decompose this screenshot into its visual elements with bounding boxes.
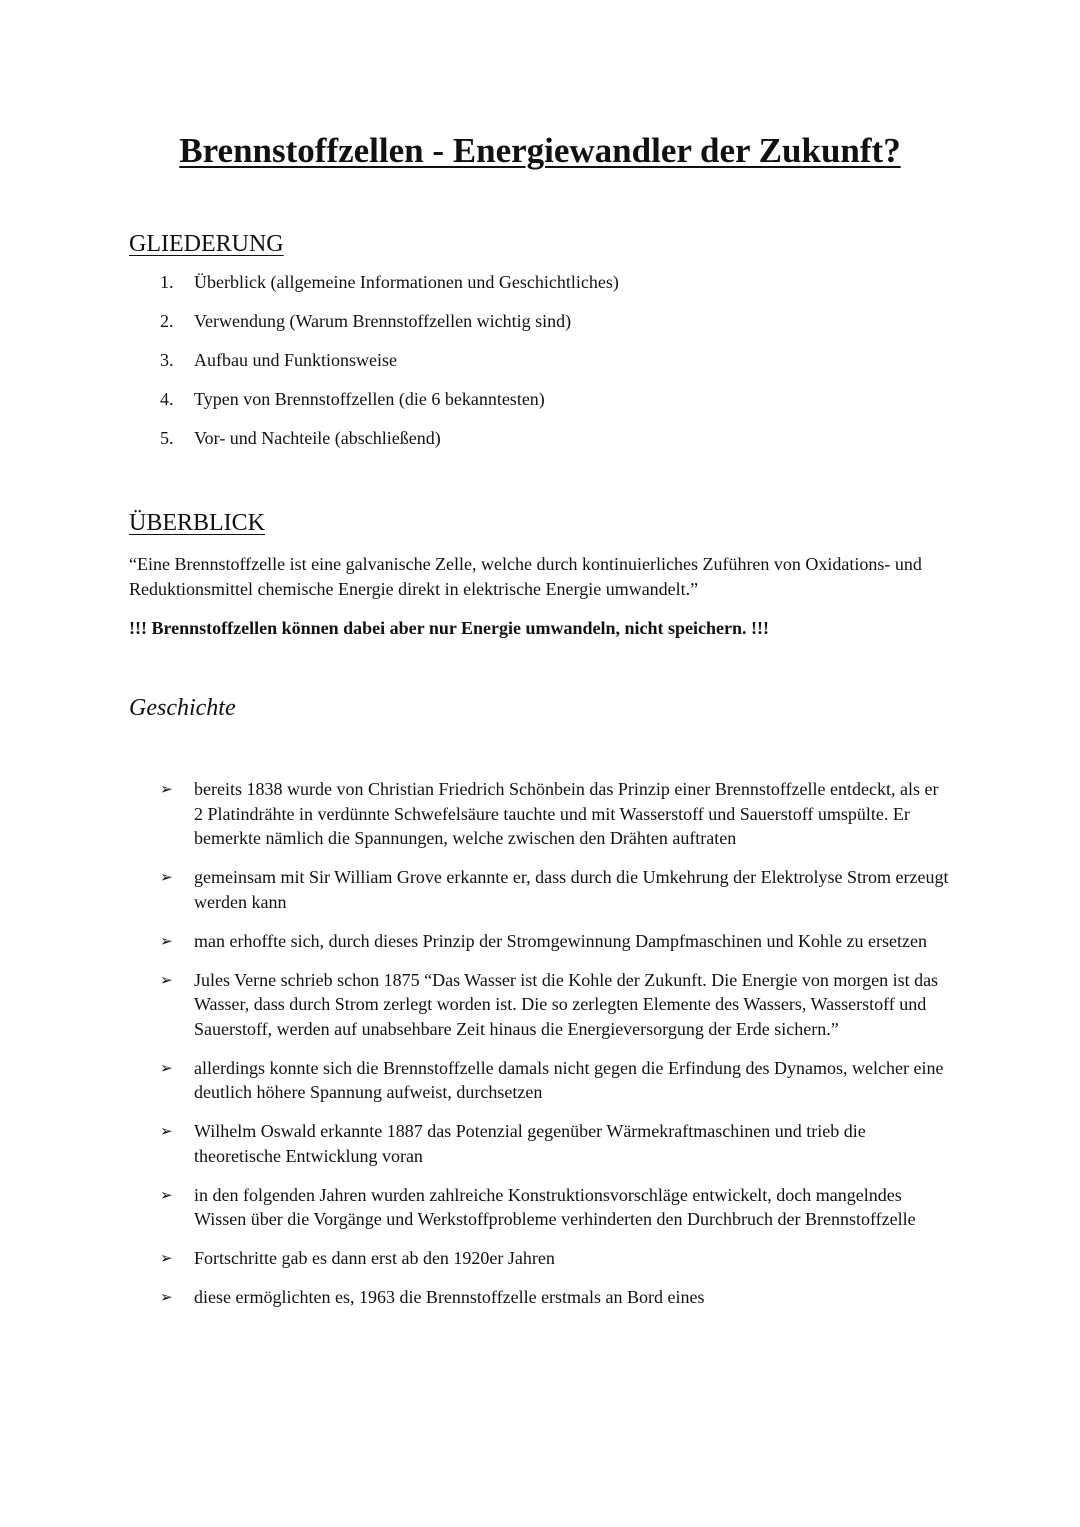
arrowhead-bullet-icon: ➢ bbox=[160, 868, 173, 886]
list-item-number: 2. bbox=[160, 311, 174, 331]
arrowhead-bullet-icon: ➢ bbox=[160, 1249, 173, 1267]
list-item bbox=[160, 865, 950, 914]
list-item-text: diese ermöglichten es, 1963 die Brennstoffzelle erstmals an Bord eines bbox=[194, 1287, 705, 1307]
list-item bbox=[160, 929, 950, 954]
list-item bbox=[160, 777, 950, 851]
list-item-text: man erhoffte sich, durch dieses Prinzip der Stromgewinnung Dampfmaschinen und Kohle zu ersetzen bbox=[194, 930, 927, 951]
list-item-number: 5. bbox=[160, 428, 174, 448]
warning-note: !!! Brennstoffzellen können dabei aber nur Energie umwandeln, nicht speichern. !!! bbox=[129, 618, 770, 638]
list-item-text: Überblick (allgemeine Informationen und Geschichtliches) bbox=[194, 272, 619, 292]
arrowhead-bullet-icon: ➢ bbox=[160, 1185, 173, 1204]
list-item bbox=[160, 1246, 950, 1271]
arrowhead-bullet-icon: ➢ bbox=[160, 1288, 173, 1306]
list-item-number: 4. bbox=[160, 389, 174, 409]
list-item-text: Typen von Brennstoffzellen (die 6 bekanntesten) bbox=[194, 389, 545, 409]
list-item bbox=[160, 1119, 950, 1168]
list-item-text: allerdings konnte sich die Brennstoffzelle damals nicht gegen die Erfindung des Dynamos, welcher eine deutlich höhere Spannung aufweist, durchsetzen bbox=[194, 1057, 944, 1102]
list-item-text: Verwendung (Warum Brennstoffzellen wichtig sind) bbox=[194, 311, 572, 331]
arrowhead-bullet-icon: ➢ bbox=[160, 1058, 173, 1077]
list-item-text: Vor- und Nachteile (abschließend) bbox=[194, 428, 441, 448]
document-title: Brennstoffzellen - Energiewandler der Zukunft? bbox=[179, 131, 901, 170]
list-item-number: 1. bbox=[160, 272, 174, 292]
list-item-text: in den folgenden Jahren wurden zahlreiche Konstruktionsvorschläge entwickelt, doch mangelndes Wissen über die Vorgänge und Werkstoffprobleme verhinderten den Durchbruch der Brennstoffzelle bbox=[194, 1184, 916, 1229]
overview-heading: ÜBERBLICK bbox=[129, 510, 266, 536]
arrowhead-bullet-icon: ➢ bbox=[160, 1122, 173, 1140]
list-item-text: bereits 1838 wurde von Christian Friedrich Schönbein das Prinzip einer Brennstoffzelle entdeckt, als er 2 Platindrähte in verdünnte Schwefelsäure tauchte und mit Wasserstoff und Sauerstoff umspülte. Er bemerkte nämlich die Spannungen, welche zwischen den Drähten auftraten bbox=[194, 779, 939, 848]
list-item-number: 3. bbox=[160, 350, 174, 370]
list-item bbox=[160, 1183, 950, 1232]
list-item bbox=[160, 1285, 950, 1310]
list-item-text: Jules Verne schrieb schon 1875 “Das Wasser ist die Kohle der Zukunft. Die Energie von morgen ist das Wasser, dass durch Strom zerlegt worden ist. Die so zerlegten Elemente des Wassers, Wasserstoff und Sauerstoff, werden auf unabsehbare Zeit hinaus die Energieversorgung der Erde sichern.” bbox=[194, 969, 939, 1039]
list-item bbox=[160, 270, 619, 309]
definition-quote: “Eine Brennstoffzelle ist eine galvanische Zelle, welche durch kontinuierliches Zuführen von Oxidations- und Reduktionsmittel chemische Energie direkt in elektrische Energie umwandelt.” bbox=[129, 554, 922, 599]
list-item bbox=[160, 348, 619, 387]
arrowhead-bullet-icon: ➢ bbox=[160, 931, 173, 950]
list-item-text: Wilhelm Oswald erkannte 1887 das Potenzial gegenüber Wärmekraftmaschinen und trieb die theoretische Entwicklung voran bbox=[194, 1121, 866, 1166]
list-item-text: gemeinsam mit Sir William Grove erkannte er, dass durch die Umkehrung der Elektrolyse Strom erzeugt werden kann bbox=[194, 867, 949, 912]
list-item-text: Aufbau und Funktionsweise bbox=[194, 350, 397, 370]
outline-heading: GLIEDERUNG bbox=[129, 231, 284, 257]
arrowhead-bullet-icon: ➢ bbox=[160, 780, 173, 798]
list-item bbox=[160, 387, 619, 426]
outline-list bbox=[160, 270, 619, 465]
list-item bbox=[160, 1056, 950, 1105]
list-item bbox=[160, 309, 619, 348]
history-heading: Geschichte bbox=[129, 695, 236, 721]
list-item-text: Fortschritte gab es dann erst ab den 1920er Jahren bbox=[194, 1248, 555, 1268]
list-item bbox=[160, 968, 950, 1042]
list-item bbox=[160, 426, 619, 465]
arrowhead-bullet-icon: ➢ bbox=[160, 970, 173, 989]
history-list bbox=[160, 777, 950, 1324]
